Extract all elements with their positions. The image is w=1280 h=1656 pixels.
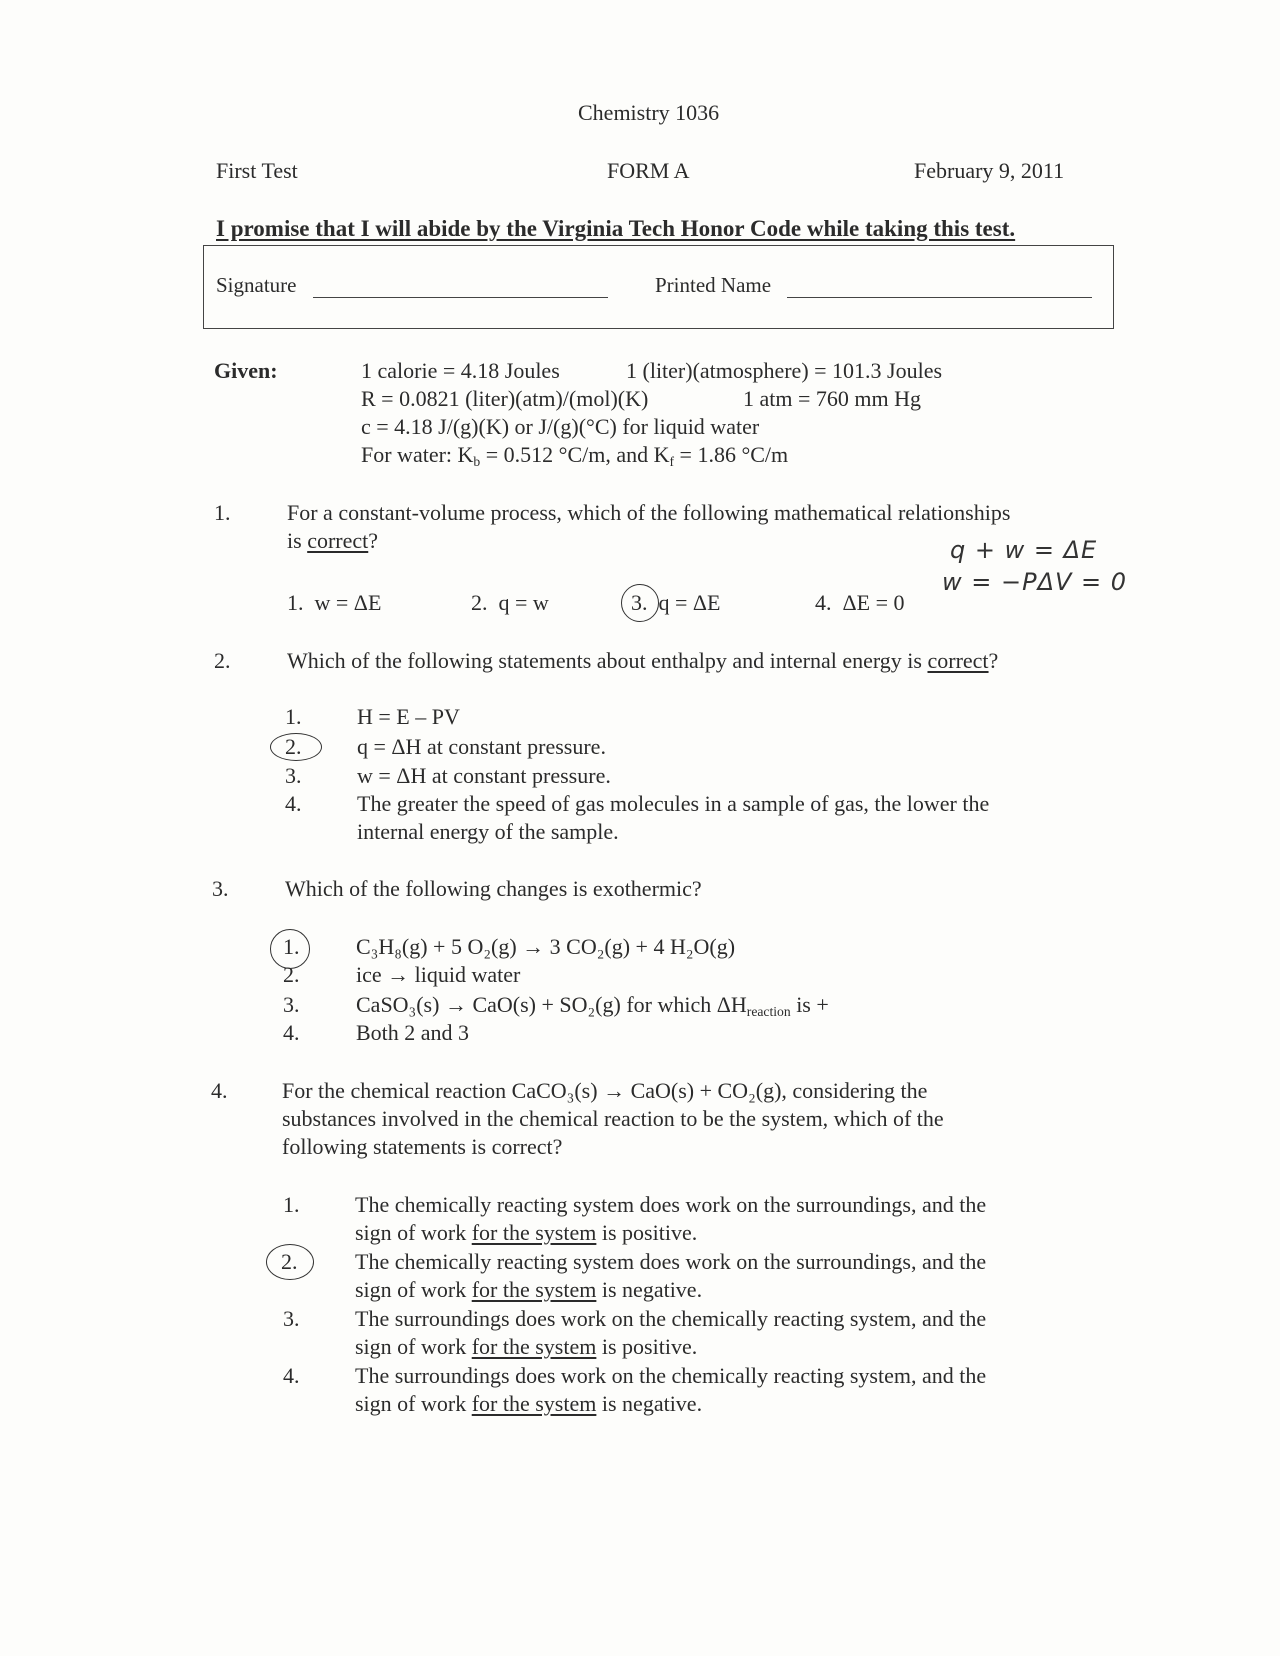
q2-option-3-num: 3. (285, 763, 302, 788)
q4-option-2-num: 2. (281, 1249, 298, 1274)
q3-option-1[interactable]: C₃H₈(g) + 5 O₂(g) → 3 CO₂(g) + 4 H₂O(g) (356, 934, 736, 959)
q4-option-2[interactable]: The chemically reacting system does work on the surroundings, and the (355, 1249, 987, 1274)
q1-text-line2: is correct? (287, 528, 379, 553)
given-calorie: 1 calorie = 4.18 Joules (361, 358, 560, 383)
q1-option-3[interactable]: 3. q = ΔE (631, 590, 721, 615)
q4-option-4-num: 4. (283, 1363, 300, 1388)
given-r-constant: R = 0.0821 (liter)(atm)/(mol)(K) (361, 386, 649, 411)
q2-option-1-num: 1. (285, 704, 302, 729)
q4-number: 4. (211, 1078, 228, 1103)
q4-option-3-line2: sign of work for the system is positive. (355, 1334, 698, 1359)
test-label: First Test (216, 158, 298, 183)
course-title: Chemistry 1036 (578, 100, 720, 125)
q3-text: Which of the following changes is exothermic? (285, 876, 702, 901)
q2-option-2[interactable]: q = ΔH at constant pressure. (357, 734, 606, 759)
q3-option-3-num: 3. (283, 992, 300, 1017)
q3-option-3[interactable]: CaSO₃(s) → CaO(s) + SO₂(g) for which $\Delta H_{reaction}$ is + (356, 992, 829, 1019)
printed-name-line[interactable] (787, 297, 1092, 298)
q4-option-3[interactable]: The surroundings does work on the chemically reacting system, and the (355, 1306, 987, 1331)
q1-number: 1. (214, 500, 231, 525)
q1-option-4[interactable]: 4. ΔE = 0 (815, 590, 905, 615)
signature-label: Signature (216, 273, 297, 297)
q3-option-4-num: 4. (283, 1020, 300, 1045)
q4-option-1-num: 1. (283, 1192, 300, 1217)
q2-option-2-num: 2. (285, 734, 302, 759)
given-atm: 1 atm = 760 mm Hg (743, 386, 922, 411)
q4-option-2-line2: sign of work for the system is negative. (355, 1277, 703, 1302)
signature-line[interactable] (313, 297, 608, 298)
honor-pledge: I promise that I will abide by the Virginia Tech Honor Code while taking this test. (216, 216, 1016, 241)
given-water-constants: For water: $K_b = 0.512$ °C/m, and $K_f = 1.86$ °C/m (361, 442, 789, 469)
q2-number: 2. (214, 648, 231, 673)
q3-option-2-num: 2. (283, 962, 300, 987)
given-liter-atm: 1 (liter)(atmosphere) = 101.3 Joules (626, 358, 943, 383)
q2-option-4-line2: internal energy of the sample. (357, 819, 619, 844)
test-date: February 9, 2011 (914, 158, 1065, 183)
q2-text: Which of the following statements about enthalpy and internal energy is correct? (287, 648, 999, 673)
printed-name-label: Printed Name (655, 273, 772, 297)
handwritten-note-line1: q + w = ΔE (950, 536, 1098, 564)
form-label: FORM A (607, 158, 690, 183)
q4-text-line3: following statements is correct? (282, 1134, 563, 1159)
given-c-water: c = 4.18 J/(g)(K) or J/(g)(°C) for liquid water (361, 414, 760, 439)
q4-option-1-line2: sign of work for the system is positive. (355, 1220, 698, 1245)
q3-option-2[interactable]: ice → liquid water (356, 962, 521, 987)
q2-option-1[interactable]: H = E – PV (357, 704, 460, 729)
q4-text-line2: substances involved in the chemical reaction to be the system, which of the (282, 1106, 944, 1131)
handwritten-note-line2: w = −PΔV = 0 (942, 568, 1128, 596)
q3-option-4[interactable]: Both 2 and 3 (356, 1020, 470, 1045)
q4-option-4[interactable]: The surroundings does work on the chemically reacting system, and the (355, 1363, 987, 1388)
q2-option-4[interactable]: The greater the speed of gas molecules in a sample of gas, the lower the (357, 791, 990, 816)
q1-option-2[interactable]: 2. q = w (471, 590, 549, 615)
q4-option-4-line2: sign of work for the system is negative. (355, 1391, 703, 1416)
q1-option-1[interactable]: 1. w = ΔE (287, 590, 382, 615)
q3-number: 3. (212, 876, 229, 901)
q2-option-3[interactable]: w = ΔH at constant pressure. (357, 763, 611, 788)
q2-option-4-num: 4. (285, 791, 302, 816)
q3-option-1-num: 1. (283, 934, 300, 959)
q1-text-line1: For a constant-volume process, which of the following mathematical relationships (287, 500, 1011, 525)
q4-option-1[interactable]: The chemically reacting system does work on the surroundings, and the (355, 1192, 987, 1217)
q4-text-line1: For the chemical reaction CaCO₃(s) → CaO(s) + CO₂(g), considering the (282, 1078, 928, 1103)
q4-option-3-num: 3. (283, 1306, 300, 1331)
given-label: Given: (214, 358, 278, 383)
